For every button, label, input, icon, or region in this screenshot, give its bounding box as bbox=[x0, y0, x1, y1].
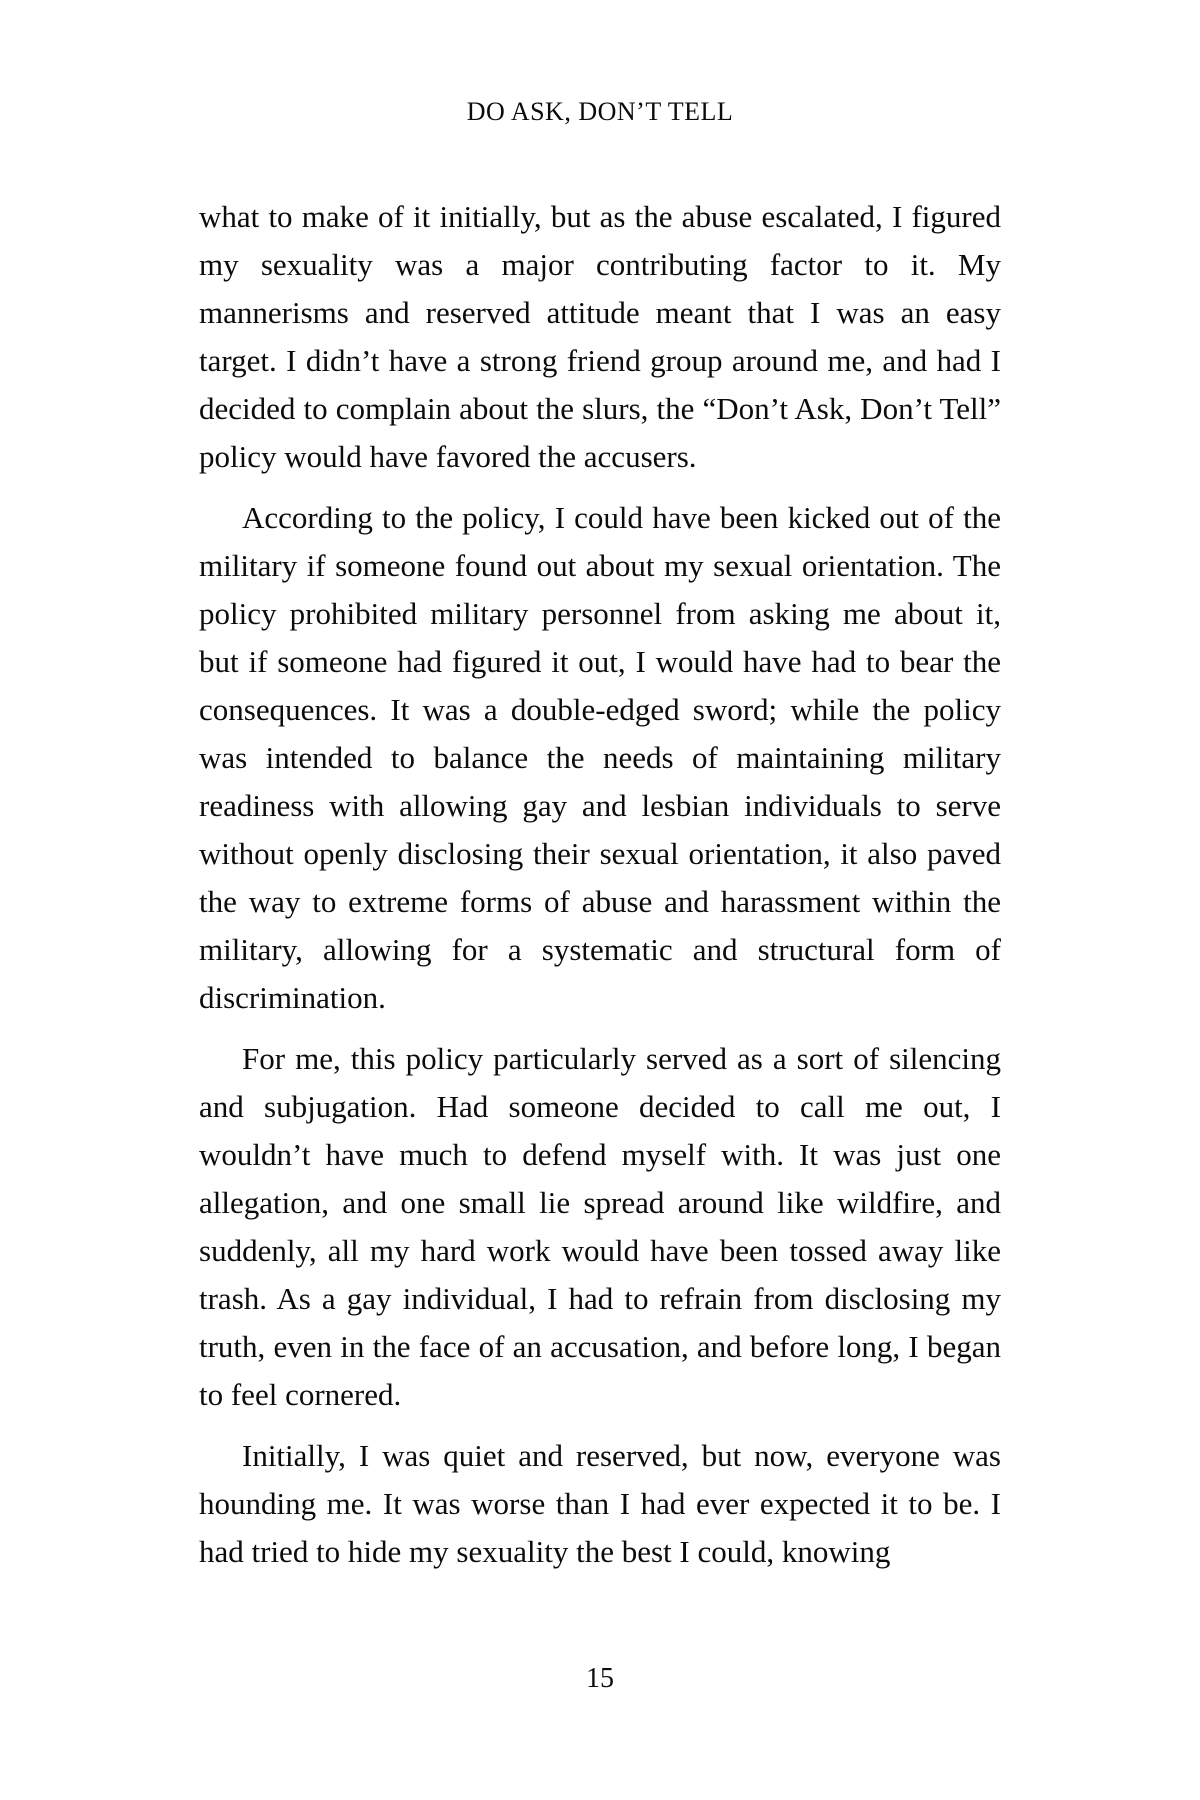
paragraph: For me, this policy particularly served as a sort of silencing and subjugation. Had someone decided to call me out, I wouldn’t have much to defend myself with. It was just one allegation, and one small lie spread around like wildfire, and suddenly, all my hard work would have been tossed away like trash. As a gay individual, I had to refrain from disclosing my truth, even in the face of an accusation, and before long, I began to feel cornered. bbox=[199, 1041, 1001, 1412]
body-text bbox=[199, 193, 1001, 1576]
paragraph-continuation: what to make of it initially, but as the abuse escalated, I figured my sexuality was a major contributing factor to it. My mannerisms and reserved attitude meant that I was an easy target. I didn’t have a strong friend group around me, and had I decided to complain about the slurs, the “Don’t Ask, Don’t Tell” policy would have favored the accusers. bbox=[199, 199, 1001, 474]
page-number: 15 bbox=[586, 1663, 614, 1694]
paragraph: Initially, I was quiet and reserved, but now, everyone was hounding me. It was worse than I had ever expected it to be. I had tried to hide my sexuality the best I could, knowing bbox=[199, 1438, 1001, 1569]
running-header: DO ASK, DON’T TELL bbox=[466, 97, 734, 126]
paragraph: According to the policy, I could have been kicked out of the military if someone found out about my sexual orientation. The policy prohibited military personnel from asking me about it, but if someone had figured it out, I would have had to bear the consequences. It was a double-edged sword; while the policy was intended to balance the needs of maintaining military readiness with allowing gay and lesbian individuals to serve without openly disclosing their sexual orientation, it also paved the way to extreme forms of abuse and harassment within the military, allowing for a systematic and structural form of discrimination. bbox=[199, 500, 1001, 1015]
